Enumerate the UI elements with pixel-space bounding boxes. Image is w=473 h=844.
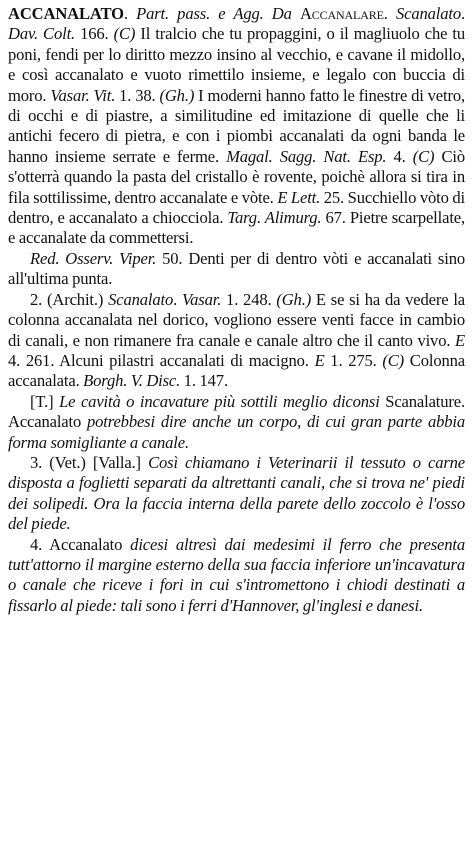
text-run: 166.	[75, 24, 114, 44]
citation-paragraph	[8, 249, 465, 290]
source-citation: E	[314, 350, 325, 370]
quotation: 25. Succhiello vòto di dentro, e accanalato a chiocciola.	[8, 187, 465, 228]
attribution-mark: (Gh.)	[276, 289, 312, 309]
text-run: .	[173, 289, 182, 309]
text-run: 1. 248.	[221, 289, 277, 309]
source-citation: Vasar.	[181, 289, 222, 309]
text-run: 1. 38.	[115, 85, 160, 105]
sense-4-paragraph	[8, 535, 465, 617]
source-citation: Dav. Colt.	[8, 24, 76, 44]
text-run: .	[383, 4, 396, 23]
sense-number: 3. (Vet.) [Valla.]	[30, 452, 141, 472]
grammar-note: Part. pass. e Agg. Da	[136, 4, 292, 23]
editor-mark: [T.]	[30, 391, 54, 411]
quotation: Il tralcio che tu propaggini, o il magliuolo che tu poni, fendi per lo diritto mezzo insino al vecchio, e cavane il midollo, e così accanalato e vuoto rimettilo insieme, e legalo con buccia di moro.	[8, 24, 465, 105]
definition: Scanalato	[395, 4, 462, 23]
source-citation: Magal. Sagg. Nat. Esp.	[226, 146, 387, 166]
text-run: .	[461, 4, 466, 23]
attribution-mark: (Gh.)	[159, 85, 195, 105]
quotation: 50. Denti per di dentro vòti e accanalati sino all'ultima punta.	[8, 248, 465, 289]
definition: Così chiamano i Veterinarii il tessuto o carne disposta a foglietti separati da altrettanti canali, che si trova ne' piedi dei solipedi. Ora la faccia interna della parete dello zoccolo è l'osso del piede.	[8, 452, 466, 534]
text-run: 4.	[386, 146, 413, 166]
text-run: 1. 147.	[180, 371, 228, 391]
quotation: I moderni hanno fatto le finestre di vetro, di occhi e di piastre, a similitudine ed imitazione di quelle che li antichi fecero di pietra, e con i piombi accanalati da ogni banda le hanno insieme serrate e ferme.	[8, 85, 465, 166]
sense-number: 2. (Archit.)	[30, 289, 109, 309]
attribution-mark: (C)	[382, 350, 405, 370]
text-run: .	[123, 4, 137, 23]
source-citation: Red. Osserv. Viper.	[30, 248, 157, 268]
quotation: 4. 261. Alcuni pilastri accanalati di macigno.	[8, 350, 315, 370]
note-text: potrebbesi dire anche un corpo, di cui gran parte abbia forma somigliante a canale.	[8, 412, 465, 452]
source-citation: E	[455, 330, 465, 350]
source-citation: Targ. Alimurg.	[227, 208, 322, 228]
source-citation: E Lett.	[277, 187, 321, 207]
sense-2-paragraph	[8, 290, 465, 392]
quotation: E se si ha da vedere la colonna accanalata nel dorico, vogliono essere venti facce in cambio di canali, e non rimanere fra canale e canale altro che il canto vivo.	[8, 289, 465, 350]
quotation: 67. Pietre scarpellate, e accanalate da commettersi.	[8, 208, 465, 248]
quotation: Ciò s'otterrà quando la pasta del cristallo è rovente, poichè allora si tira in fila sottilissime, dentro accanalate e vòte.	[8, 146, 465, 207]
text-run: 1. 275.	[324, 350, 383, 370]
note-text: Le cavità o incavature più sottili meglio diconsi	[53, 391, 380, 411]
attribution-mark: (C)	[412, 146, 435, 166]
attribution-mark: (C)	[113, 24, 136, 44]
definition: Scanalato	[108, 289, 174, 309]
definition: dicesi altresì dai medesimi il ferro che presenta tutt'attorno il margine esterno della sua faccia inferiore un'incavatura o canale che riceve i fori in cui s'intromettono i chiodi destinati a fissarlo al piede: tali sono i ferri d'Hannover, gl'inglesi e danesi.	[8, 534, 465, 615]
text-run	[292, 4, 300, 23]
quotation: Colonna accanalata.	[8, 350, 465, 391]
tommaseo-note-paragraph	[8, 392, 465, 453]
note-text: Scanalature. Accanalato	[8, 391, 466, 432]
source-citation: Borgh. V. Disc.	[83, 371, 181, 391]
entry-headword-paragraph	[8, 4, 465, 249]
sense-3-paragraph	[8, 453, 465, 535]
source-citation: Vasar. Vit.	[50, 85, 116, 105]
headword: ACCANALATO	[8, 4, 124, 23]
sense-number: 4. Accanalato	[30, 534, 123, 554]
etymology: Accanalare	[299, 4, 384, 23]
